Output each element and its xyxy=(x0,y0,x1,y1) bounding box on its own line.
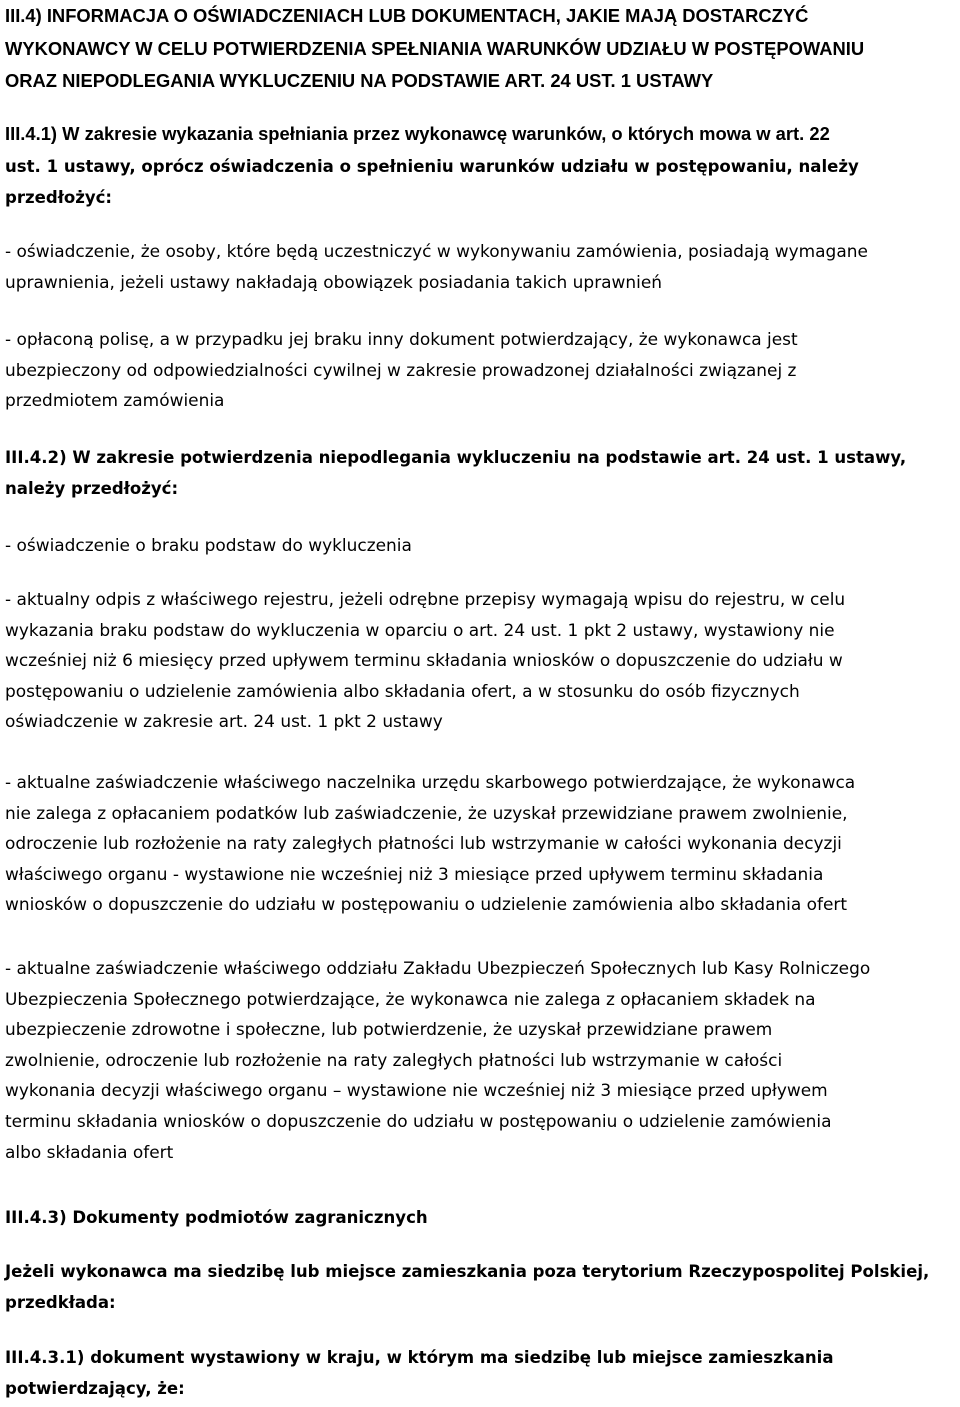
heading-line: przedłożyć: xyxy=(5,187,113,207)
requirement-item xyxy=(5,953,957,1167)
requirement-item xyxy=(5,584,957,737)
heading-line: potwierdzający, że: xyxy=(5,1378,185,1398)
heading-line: III.4.3.1) dokument wystawiony w kraju, w którym ma siedzibę lub miejsce zamieszkania xyxy=(5,1348,834,1367)
item-line: - oświadczenie o braku podstaw do wykluczenia xyxy=(5,535,412,555)
requirement-item xyxy=(5,530,957,561)
item-line: wykazania braku podstaw do wykluczenia w oparciu o art. 24 ust. 1 pkt 2 ustawy, wystawiony nie xyxy=(5,619,835,640)
subsection-heading-3 xyxy=(5,1203,957,1234)
item-line: ubezpieczony od odpowiedzialności cywilnej w zakresie prowadzonej działalności związanej z xyxy=(5,359,797,380)
requirement-item xyxy=(5,324,957,416)
item-line: - aktualne zaświadczenie właściwego naczelnika urzędu skarbowego potwierdzające, że wykonawca xyxy=(5,772,856,792)
intro-line: Jeżeli wykonawca ma siedzibę lub miejsce zamieszkania poza terytorium Rzeczypospolitej Polskiej, xyxy=(5,1262,930,1281)
subsection-heading-2 xyxy=(5,443,957,504)
item-line: - oświadczenie, że osoby, które będą uczestniczyć w wykonywaniu zamówienia, posiadają wymagane xyxy=(5,241,868,261)
item-line: albo składania ofert xyxy=(5,1141,174,1162)
heading-line: III.4.3) Dokumenty podmiotów zagranicznych xyxy=(5,1208,428,1227)
heading-line: należy przedłożyć: xyxy=(5,478,179,498)
item-line: zwolnienie, odroczenie lub rozłożenie na raty zaległych płatności lub wstrzymanie w całości xyxy=(5,1049,783,1070)
item-line: właściwego organu - wystawione nie wcześniej niż 3 miesiące przed upływem terminu składania xyxy=(5,863,824,884)
item-line: - aktualne zaświadczenie właściwego oddziału Zakładu Ubezpieczeń Społecznych lub Kasy Rolniczego xyxy=(5,958,871,978)
heading-line: WYKONAWCY W CELU POTWIERDZENIA SPEŁNIANIA WARUNKÓW UDZIAŁU W POSTĘPOWANIU xyxy=(5,37,865,59)
section-heading xyxy=(5,0,957,98)
heading-line: III.4) INFORMACJA O OŚWIADCZENIACH LUB DOKUMENTACH, JAKIE MAJĄ DOSTARCZYĆ xyxy=(5,5,809,26)
item-line: uprawnienia, jeżeli ustawy nakładają obowiązek posiadania takich uprawnień xyxy=(5,271,663,292)
item-line: postępowaniu o udzielenie zamówienia albo składania ofert, a w stosunku do osób fizycznych xyxy=(5,680,800,701)
item-line: terminu składania wniosków o dopuszczenie do udziału w postępowaniu o udzielenie zamówienia xyxy=(5,1110,832,1131)
subsection-heading-1-cont xyxy=(5,152,957,213)
item-line: - opłaconą polisę, a w przypadku jej braku inny dokument potwierdzający, że wykonawca jest xyxy=(5,329,798,349)
heading-line: ust. 1 ustawy, oprócz oświadczenia o spełnieniu warunków udziału w postępowaniu, należy xyxy=(5,157,859,176)
item-line: ubezpieczenie zdrowotne i społeczne, lub potwierdzenie, że uzyskał przewidziane prawem xyxy=(5,1019,773,1040)
heading-line: III.4.1) W zakresie wykazania spełniania przez wykonawcę warunków, o których mowa w art. 22 xyxy=(5,123,830,144)
subsection-heading-3-1 xyxy=(5,1343,957,1404)
heading-line: ORAZ NIEPODLEGANIA WYKLUCZENIU NA PODSTAWIE ART. 24 UST. 1 USTAWY xyxy=(5,70,714,92)
item-line: przedmiotem zamówienia xyxy=(5,390,225,411)
item-line: odroczenie lub rozłożenie na raty zaległych płatności lub wstrzymanie w całości wykonania decyzji xyxy=(5,833,842,854)
requirement-item xyxy=(5,767,957,920)
item-line: nie zalega z opłacaniem podatków lub zaświadczenie, że uzyskał przewidziane prawem zwolnienie, xyxy=(5,802,848,823)
item-line: wykonania decyzji właściwego organu – wystawione nie wcześniej niż 3 miesiące przed upływem xyxy=(5,1080,828,1101)
item-line: wcześniej niż 6 miesięcy przed upływem terminu składania wniosków o dopuszczenie do udziału w xyxy=(5,650,843,671)
subsection-heading-1 xyxy=(5,118,957,151)
item-line: Ubezpieczenia Społecznego potwierdzające, że wykonawca nie zalega z opłacaniem składek na xyxy=(5,988,816,1009)
heading-line: III.4.2) W zakresie potwierdzenia niepodlegania wykluczeniu na podstawie art. 24 ust. 1 ustawy, xyxy=(5,448,907,467)
intro-line: przedkłada: xyxy=(5,1292,116,1312)
item-line: oświadczenie w zakresie art. 24 ust. 1 pkt 2 ustawy xyxy=(5,711,443,732)
foreign-entities-intro xyxy=(5,1257,957,1318)
item-line: wniosków o dopuszczenie do udziału w postępowaniu o udzielenie zamówienia albo składania ofert xyxy=(5,894,848,915)
requirement-item xyxy=(5,236,957,297)
item-line: - aktualny odpis z właściwego rejestru, jeżeli odrębne przepisy wymagają wpisu do rejestru, w celu xyxy=(5,589,846,609)
